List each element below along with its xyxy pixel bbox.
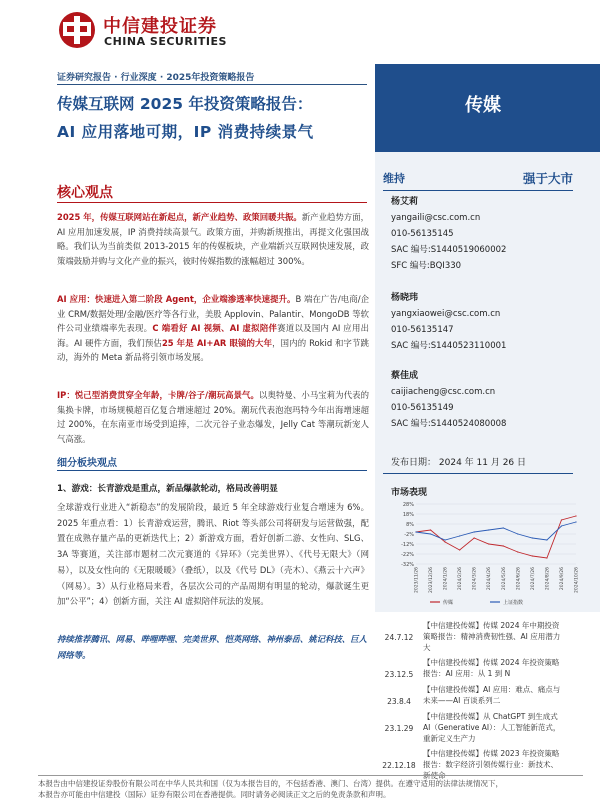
- data-point: [561, 519, 562, 520]
- paragraph-body: 新产业趋势方面，AI 应用加速发展，IP 消费持续高景气。政策方面，并购新规推出，再提文化强国战略。我们认为当前类似 2013-2015 年的传媒板块，产业端新兴互联网快速发展，政策端鼓励并购与文化产业的振兴，彼时传媒指数的涨幅超过 300%。: [57, 212, 369, 266]
- analyst-email[interactable]: yangxiaowei@csc.com.cn: [391, 309, 501, 319]
- x-tick-label: 2024/5/26: [501, 567, 507, 591]
- analyst-card: [391, 290, 506, 354]
- data-point: [415, 531, 416, 532]
- paragraph-lead: AI 应用：快速进入第二阶段 Agent，企业端渗透率快速提升。: [57, 294, 296, 304]
- x-tick-label: 2024/4/26: [487, 567, 493, 591]
- related-report-item[interactable]: [375, 657, 600, 680]
- series-line: [416, 516, 576, 558]
- report-title-line1: 传媒互联网 2025 年投资策略报告：: [57, 95, 313, 113]
- divider: [383, 190, 573, 191]
- csc-logo-icon: [57, 10, 97, 50]
- y-tick-label: -32%: [401, 562, 414, 568]
- rating-label: 维持: [383, 172, 405, 185]
- data-point: [474, 531, 475, 532]
- analyst-card: [391, 194, 506, 274]
- related-report-item[interactable]: [375, 748, 600, 781]
- data-point: [488, 543, 489, 544]
- analyst-sac: SAC 编号:S1440519060002: [391, 245, 507, 255]
- x-tick-label: 2024/1/26: [443, 567, 449, 591]
- analyst-name: 蔡佳成: [391, 371, 419, 381]
- y-tick-label: 8%: [406, 522, 414, 528]
- divider: [383, 473, 573, 474]
- data-point: [532, 555, 533, 556]
- x-tick-label: 2023/11/26: [414, 567, 420, 593]
- section-title-core: 核心观点: [57, 185, 113, 201]
- related-report-item[interactable]: [375, 620, 600, 653]
- divider: [38, 775, 583, 776]
- sector-label: 传媒: [465, 95, 501, 116]
- related-report-item[interactable]: [375, 711, 600, 744]
- related-report-title: 【中信建投传媒】传媒 2024 年投资策略报告：AI 应用：从 1 到 N: [423, 658, 560, 678]
- x-tick-label: 2024/9/26: [559, 567, 565, 591]
- analyst-name: 杨晓玮: [391, 293, 419, 303]
- related-report-title: 【中信建投传媒】从 ChatGPT 到生成式 AI（Generative AI）：人工智能新范式，重新定义生产力: [423, 712, 561, 743]
- data-point: [503, 527, 504, 528]
- market-performance-chart: [390, 500, 580, 608]
- data-point: [517, 551, 518, 552]
- core-paragraph-1: [57, 210, 369, 268]
- analyst-email[interactable]: yangaili@csc.com.cn: [391, 213, 481, 223]
- paragraph-body: B 端在广告/电商/企业 CRM/数据处理/金融/医疗等各行业，美股 Applovin、Palantir、MongoDB 等软件公司业绩端率先表现。: [57, 294, 369, 333]
- y-tick-label: 28%: [402, 502, 414, 508]
- publish-date-value: 2024 年 11 月 26 日: [438, 458, 527, 468]
- related-report-title: 【中信建投传媒】传媒 2023 年投资策略报告：数字经济引领传媒行业：新技术、: [423, 749, 560, 769]
- logo-text-en: CHINA SECURITIES: [104, 35, 227, 48]
- paragraph-lead: IP：悦己型消费贯穿全年龄，卡牌/谷子/潮玩高景气。: [57, 390, 259, 400]
- divider: [57, 84, 367, 85]
- related-report-date: 23.12.5: [384, 670, 414, 679]
- data-point: [474, 537, 475, 538]
- data-point: [459, 549, 460, 550]
- analyst-sac: SAC 编号:S1440523110001: [391, 341, 507, 351]
- divider: [57, 470, 367, 471]
- data-point: [517, 533, 518, 534]
- data-point: [459, 535, 460, 536]
- core-paragraph-3: [57, 388, 369, 446]
- core-paragraph-2: [57, 292, 369, 365]
- paragraph-body: 以奥特曼、小马宝莉为代表的集换卡牌，市场规模超百亿复合增速超过 20%。潮玩代表泡泡玛特今年出海增速超过 200%，在东南亚市场受到追捧，二次元谷子业态爆发，Jelly Cat 等潮玩新宠人气高涨。: [57, 390, 370, 444]
- chart-title: 市场表现: [391, 488, 428, 498]
- data-point: [532, 537, 533, 538]
- related-report-date: 23.8.4: [387, 697, 411, 706]
- y-tick-label: 18%: [402, 512, 414, 518]
- paragraph-highlight: 25 年是 AI+AR 眼镜的大年: [161, 337, 273, 348]
- paragraph-lead: 2025 年，传媒互联网站在新起点，新产业趋势、政策回暖共振。: [57, 212, 302, 222]
- y-tick-label: -2%: [404, 532, 414, 538]
- x-tick-label: 2023/12/26: [429, 567, 435, 593]
- company-logo: [57, 10, 257, 52]
- recommendation: 持续推荐腾讯、网易、哔哩哔哩、完美世界、恺英网络、神州泰岳、姚记科技、巨人网络等。: [57, 634, 367, 660]
- x-tick-label: 2024/2/26: [458, 567, 464, 591]
- x-tick-label: 2024/3/26: [472, 567, 478, 591]
- data-point: [575, 521, 576, 522]
- analyst-name: 杨艾莉: [391, 197, 419, 207]
- game-heading: 1、游戏：长青游戏是重点，新品爆款轮动，格局改善明显: [57, 484, 278, 494]
- analyst-sfc: SFC 编号:BQI330: [391, 261, 462, 271]
- related-report-date: 24.7.12: [384, 633, 414, 642]
- x-tick-label: 2024/10/26: [574, 567, 580, 593]
- data-point: [561, 525, 562, 526]
- rating-value: 强于大市: [522, 171, 573, 186]
- y-tick-label: -22%: [401, 552, 414, 558]
- related-report-title: 【中信建投传媒】AI 应用：难点、痛点与未来——AI 百谈系列二: [423, 685, 561, 705]
- report-title-line2: AI 应用落地可期，IP 消费持续景气: [57, 123, 314, 141]
- analyst-phone: 010-56135147: [391, 325, 454, 335]
- related-report-item[interactable]: [375, 684, 600, 707]
- related-report-date: 22.12.18: [382, 761, 416, 770]
- data-point: [430, 533, 431, 534]
- data-point: [488, 529, 489, 530]
- data-point: [503, 545, 504, 546]
- related-report-title: 【中信建投传媒】传媒 2024 年中期投资策略报告：精神消费韧性强、AI 应用潜力大: [423, 621, 561, 652]
- logo-text-cn: 中信建投证券: [103, 16, 217, 37]
- data-point: [546, 557, 547, 558]
- paragraph-body: ，国内的 Rokid 和字节跳动，海外的 Meta 新品将引领市场发展。: [57, 337, 369, 362]
- disclaimer-line: 本报告由中信建投证券股份有限公司在中华人民共和国（仅为本报告目的，不包括香港、澳门、台湾）提供。在遵守适用的法律法规情况下，: [38, 779, 503, 788]
- x-tick-label: 2024/8/26: [545, 567, 551, 591]
- analyst-phone: 010-56135149: [391, 403, 454, 413]
- section-title-subsectors: 细分板块观点: [57, 458, 117, 469]
- data-point: [546, 539, 547, 540]
- legend-label: 上证指数: [503, 600, 524, 606]
- divider: [57, 202, 367, 203]
- publish-date-label: 发布日期：: [391, 458, 437, 468]
- related-report-date: 23.1.29: [384, 724, 414, 733]
- analyst-email[interactable]: caijiacheng@csc.com.cn: [391, 387, 496, 397]
- legend-label: 传媒: [443, 600, 454, 606]
- analyst-sac: SAC 编号:S1440524080008: [391, 419, 507, 429]
- breadcrumb: 证券研究报告 · 行业深度 · 2025年投资策略报告: [57, 73, 255, 83]
- data-point: [575, 515, 576, 516]
- paragraph-highlight: C 端看好 AI 视频、AI 虚拟陪伴: [152, 323, 278, 333]
- related-reports: [375, 620, 600, 785]
- data-point: [444, 539, 445, 540]
- x-tick-label: 2024/7/26: [530, 567, 536, 591]
- y-tick-label: -12%: [401, 542, 414, 548]
- disclaimer: [38, 778, 588, 800]
- publish-date: [391, 455, 526, 468]
- rating-row: [383, 166, 573, 190]
- paragraph-body: 赛道以及国内 AI 应用出海。AI 硬件方面，我们预估: [57, 323, 370, 348]
- disclaimer-line: 本报告亦可能由中信建投（国际）证券有限公司在香港提供。同时请务必阅读正文之后的免责条款和声明。: [38, 790, 391, 799]
- game-paragraph: 全球游戏行业进入“新稳态”的发展阶段，最近 5 年全球游戏行业复合增速为 6%。2025 年重点看：1）长青游戏运营，腾讯、Riot 等头部公司将研发与运营做强，配置在成熟存量产品的更新迭代上；2）新游戏方面，看好创新二游、女性向、SLG、3A 等赛道，关注部市题材二次元赛道的《异环》（完美世界）、《代号无限大》（网易），以及女性向的《无限暖暖》（叠纸），以及《代号 DL》（壳木）、《燕云十六声》（网易）。3）从行业格局来看，各层次公司的产品周期有明显的轮动，爆款诞生更加“公平”；4）创新方面，关注 AI 虚拟陪伴玩法的发展。: [57, 502, 369, 607]
- analyst-phone: 010-56135145: [391, 229, 454, 239]
- analyst-card: [391, 368, 506, 432]
- data-point: [430, 529, 431, 530]
- data-point: [444, 541, 445, 542]
- x-tick-label: 2024/6/26: [516, 567, 522, 591]
